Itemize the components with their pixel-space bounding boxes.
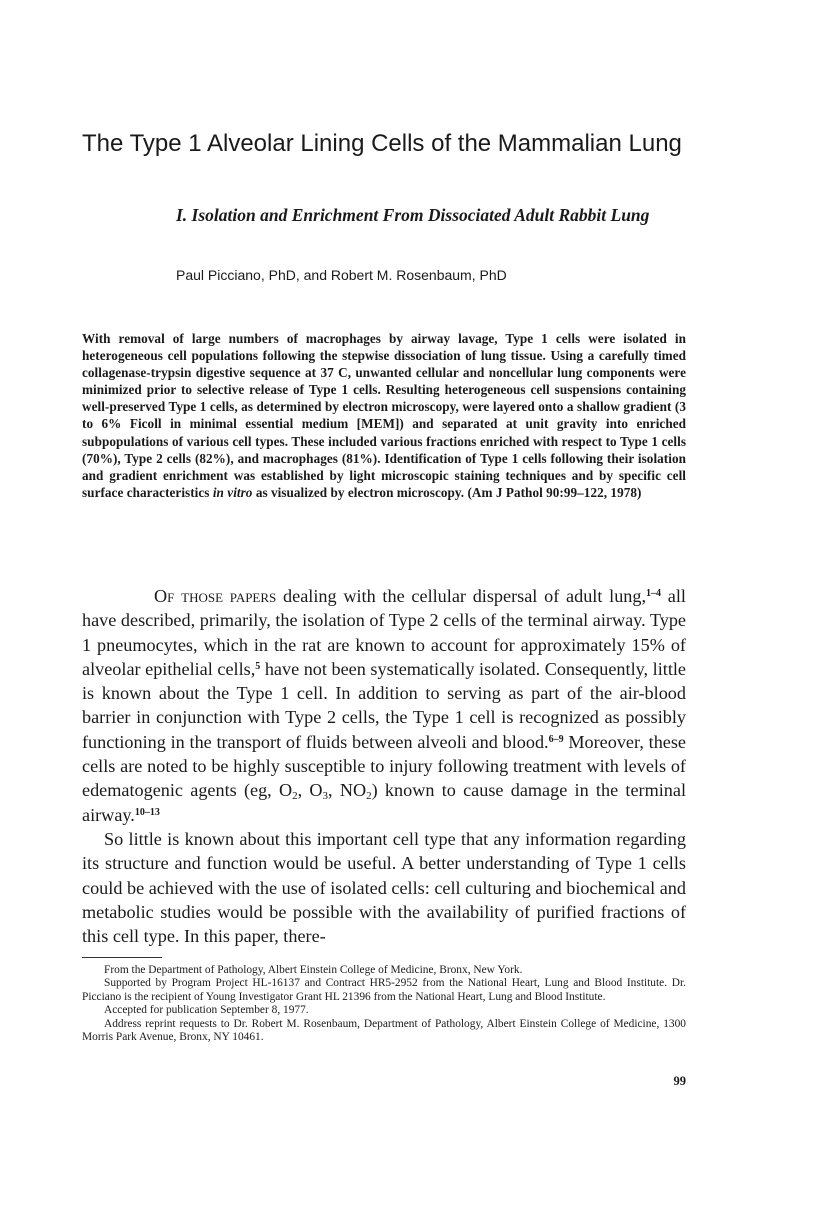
chemical-subscript: 2: [366, 790, 372, 803]
body-text-run: dealing with the cellular dispersal of adult lung,: [276, 586, 647, 606]
abstract-text: With removal of large numbers of macrophages by airway lavage, Type 1 cells were isolated in heterogeneous cell populations following the stepwise dissociation of lung tissue. Using a carefully timed collagenase-trypsin digestive sequence at 37 C, unwanted cellular and noncellular lung components were minimized prior to selective release of Type 1 cells. Resulting heterogeneous cell suspensions containing well-preserved Type 1 cells, as determined by electron microscopy, were layered onto a shallow gradient (3 to 6% Ficoll in minimal essential medium [MEM]) and separated at unit gravity into enriched subpopulations of various cell types. These included various fractions enriched with respect to Type 1 cells (70%), Type 2 cells (82%), and macrophages (81%). Identification of Type 1 cells following their isolation and gradient enrichment was established by light microscopic staining techniques and by specific cell surface characteristics: [82, 331, 686, 500]
chemical-subscript: 3: [322, 790, 329, 803]
abstract: [82, 330, 686, 501]
chemical-subscript: 2: [292, 790, 298, 803]
reference-superscript: 10–13: [134, 806, 160, 818]
footnotes: [82, 964, 686, 1044]
abstract-italic-term: in vitro: [212, 484, 253, 500]
article-title: The Type 1 Alveolar Lining Cells of the Mammalian Lung: [82, 130, 682, 157]
abstract-text-end: as visualized by electron microscopy. (Am J Pathol 90:99–122, 1978): [255, 484, 642, 500]
body-text-run: , O: [297, 780, 323, 801]
page-number: 99: [673, 1074, 686, 1088]
article-subtitle: I. Isolation and Enrichment From Dissociated Adult Rabbit Lung: [176, 205, 650, 225]
footnote-funding: Supported by Program Project HL-16137 and Contract HR5-2952 from the National Heart, Lung and Blood Institute. Dr. Picciano is the recipient of Young Investigator Grant HL 21396 from the National Heart, Lung and Blood Institute.: [82, 977, 686, 1003]
lead-in-small-caps: Of those papers: [154, 586, 277, 606]
reference-superscript: 6–9: [548, 733, 564, 745]
body-text: [82, 584, 686, 948]
body-paragraph-2: So little is known about this important cell type that any information regarding its structure and function would be useful. A better understanding of Type 1 cells could be achieved with the use of isolated cells: cell culturing and biochemical and metabolic studies would be possible with the availability of purified fractions of this cell type. In this paper, there-: [82, 828, 686, 947]
body-text-run: all have described, primarily, the isolation of Type 2 cells of the terminal airway. Type 1 pneumocytes, which in the rat are known to account for approximately 15% of alveolar epithelial cells,: [82, 586, 686, 679]
footnote-affiliation: From the Department of Pathology, Albert Einstein College of Medicine, Bronx, New York.: [104, 964, 523, 976]
body-paragraph-1: [82, 584, 686, 827]
reference-superscript: 1–4: [646, 588, 662, 599]
body-text-run: have not been systematically isolated. Consequently, little is known about the Type 1 cell. In addition to serving as part of the air-blood barrier in conjunction with Type 2 cells, the Type 1 cell is recognized as possibly functioning in the transport of fluids between alveoli and blood.: [82, 658, 686, 752]
body-text-run: ) known to cause damage in the terminal airway.: [82, 780, 686, 825]
body-text-run: , NO: [328, 780, 367, 801]
footnote-accepted: Accepted for publication September 8, 1977.: [104, 1004, 309, 1017]
reference-superscript: 5: [255, 660, 261, 672]
footnote-divider: [82, 957, 162, 958]
body-text-run: Moreover, these cells are noted to be highly susceptible to injury following treatment with levels of edematogenic agents (eg, O: [82, 731, 687, 801]
footnote-reprint-address: Address reprint requests to Dr. Robert M. Rosenbaum, Department of Pathology, Albert Einstein College of Medicine, 1300 Morris Park Avenue, Bronx, NY 10461.: [82, 1017, 686, 1044]
author-line: Paul Picciano, PhD, and Robert M. Rosenbaum, PhD: [176, 267, 507, 283]
